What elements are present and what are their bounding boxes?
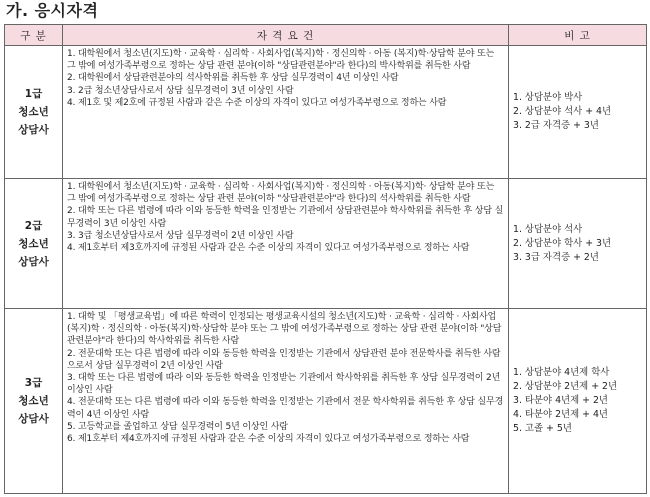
requirement-item: 5. 고등학교를 졸업하고 상담 실무경력이 5년 이상인 사람 bbox=[67, 421, 288, 432]
grade-label: 3급 청소년 상담사 bbox=[18, 377, 49, 425]
note-item: 3. 2급 자격증 + 3년 bbox=[513, 120, 599, 131]
requirements-cell bbox=[63, 179, 509, 309]
requirement-item: 2. 대학원에서 상담관련분야의 석사학위를 취득한 후 상담 실무경력이 4년 이상인 사람 bbox=[67, 73, 399, 84]
table-row-grade-1 bbox=[5, 46, 647, 179]
requirement-item: 6. 제1호부터 제4호까지에 규정된 사람과 같은 수준 이상의 자격이 있다고 여성가족부령으로 정하는 사람 bbox=[67, 434, 470, 445]
note-item: 5. 고졸 + 5년 bbox=[513, 423, 572, 434]
requirement-item: 3. 대학 또는 다른 법령에 따라 이와 동등한 학력을 인정받는 기관에서 학사학위를 취득한 후 상담 실무경력이 2년 이상인 사람 bbox=[67, 373, 501, 396]
header-grade: 구 분 bbox=[5, 25, 63, 46]
requirement-item: 2. 대학 또는 다른 법령에 따라 이와 동등한 학력을 인정받는 기관에서 상담관련분야 학사학위를 취득한 후 상담 실무경력이 3년 이상인 사람 bbox=[67, 206, 504, 229]
note-item: 2. 상담분야 2년제 + 2년 bbox=[513, 381, 618, 392]
table-row-grade-2 bbox=[5, 179, 647, 309]
note-item: 3. 3급 자격증 + 2년 bbox=[513, 251, 599, 263]
grade-cell bbox=[5, 46, 63, 179]
grade-cell bbox=[5, 179, 63, 309]
requirement-item: 4. 제1호부터 제3호까지에 규정된 사람과 같은 수준 이상의 자격이 있다고 여성가족부령으로 정하는 사람 bbox=[67, 243, 470, 254]
requirement-item: 1. 대학 및 「평생교육법」에 따른 학력이 인정되는 평생교육시설의 청소년(지도)학 · 교육학 · 심리학 · 사회사업(복지)학 · 정신의학 · 아동(복지)학·상담학 분야 또는 그 밖에 여성가족부령으로 정하는 상담 관련 분야(이하 "상담관련분야"라 한다)의 학사학위를 취득한 사람 bbox=[67, 312, 502, 347]
note-item: 1. 상담분야 4년제 학사 bbox=[513, 367, 610, 378]
table-header-row bbox=[5, 25, 647, 46]
requirement-item: 4. 전문대학 또는 다른 법령에 따라 이와 동등한 학력을 인정받는 기관에서 전문 학사학위를 취득한 후 상담 실무경력이 4년 이상인 사람 bbox=[67, 397, 504, 420]
notes-cell bbox=[509, 46, 647, 179]
note-item: 1. 상담분야 석사 bbox=[513, 223, 583, 235]
header-notes: 비 고 bbox=[509, 25, 647, 46]
notes-cell bbox=[509, 309, 647, 494]
requirement-item: 3. 2급 청소년상담사로서 상담 실무경력이 3년 이상인 사람 bbox=[67, 85, 294, 96]
requirements-cell bbox=[63, 46, 509, 179]
table-row-grade-3 bbox=[5, 309, 647, 494]
note-item: 2. 상담분야 학사 + 3년 bbox=[513, 237, 612, 249]
grade-cell bbox=[5, 309, 63, 494]
notes-cell bbox=[509, 179, 647, 309]
requirement-item: 1. 대학원에서 청소년(지도)학 · 교육학 · 심리학 · 사회사업(복지)학 · 정신의학 · 아동 (복지)학·상담학 분야 또는 그 밖에 여성가족부령으로 정하는 상담 관련 분야(이하 "상담관련분야"라 한다)의 박사학위를 취득한 사람 bbox=[67, 49, 495, 72]
note-item: 4. 타분야 2년제 + 4년 bbox=[513, 409, 608, 420]
requirement-item: 4. 제1호 및 제2호에 규정된 사람과 같은 수준 이상의 자격이 있다고 여성가족부령으로 정하는 사람 bbox=[67, 97, 447, 108]
grade-label: 2급 청소년 상담사 bbox=[18, 219, 49, 268]
section-heading: 가. 응시자격 bbox=[6, 1, 99, 20]
requirement-item: 1. 대학원에서 청소년(지도)학 · 교육학 · 심리학 · 사회사업(복지)학 · 정신의학 · 아동(복지)학· 상담학 분야 또는 그 밖에 여성가족부령으로 정하는 상담 관련 분야(이하 "상담관련분야"라 한다)의 석사학위를 취득한 사람 bbox=[67, 182, 495, 205]
grade-label: 1급 청소년 상담사 bbox=[18, 88, 49, 136]
requirements-cell bbox=[63, 309, 509, 494]
note-item: 2. 상담분야 석사 + 4년 bbox=[513, 106, 612, 117]
header-requirements: 자 격 요 건 bbox=[63, 25, 509, 46]
eligibility-table bbox=[4, 24, 647, 494]
note-item: 1. 상담분야 박사 bbox=[513, 92, 583, 103]
requirement-item: 3. 3급 청소년상담사로서 상담 실무경력이 2년 이상인 사람 bbox=[67, 230, 294, 241]
requirement-item: 2. 전문대학 또는 다른 법령에 따라 이와 동등한 학력을 인정받는 기관에서 상담관련 분야 전문학사를 취득한 사람으로서 상담 실무경력이 2년 이상인 사람 bbox=[67, 348, 501, 371]
note-item: 3. 타분야 4년제 + 2년 bbox=[513, 395, 608, 406]
